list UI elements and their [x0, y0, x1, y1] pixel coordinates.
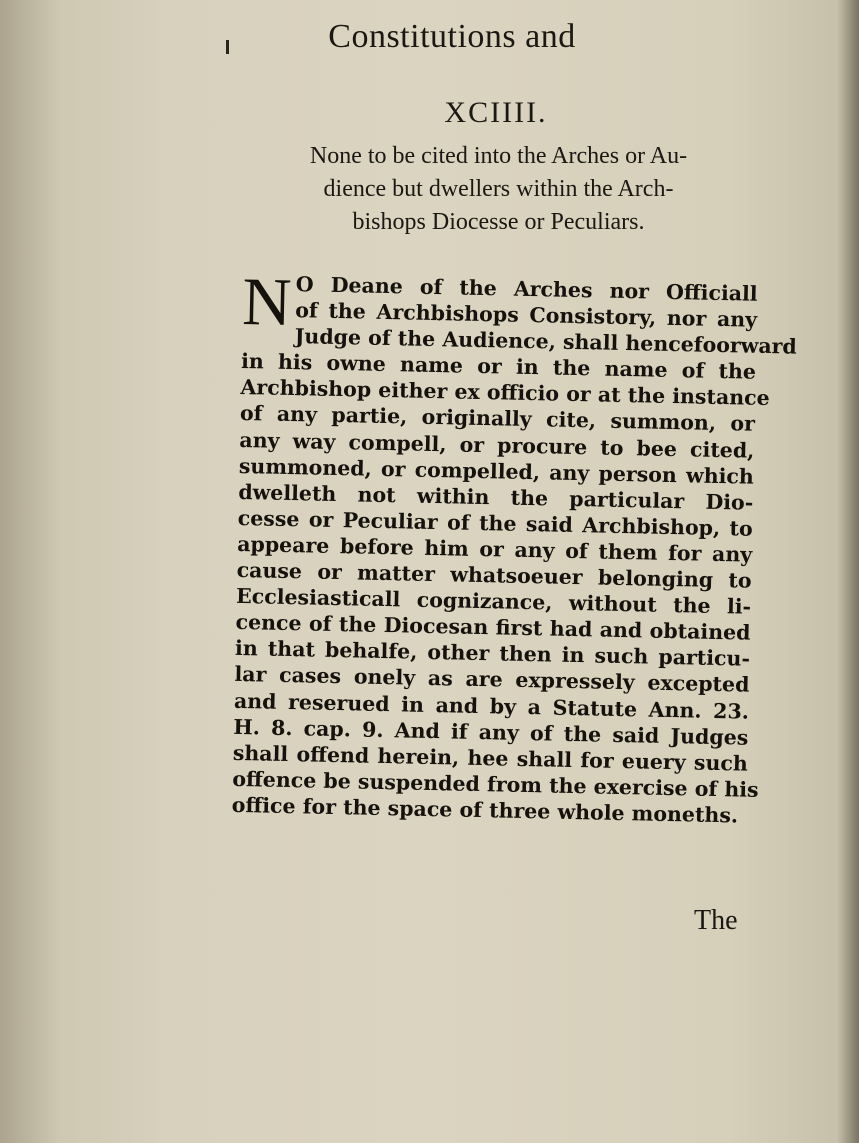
- page-edge-shadow: [837, 0, 859, 1143]
- running-head: Constitutions and: [328, 18, 576, 55]
- gutter-shadow: [0, 0, 60, 1143]
- body-line: cence of the Diocesan first had and obtained: [235, 610, 751, 645]
- body-line: any way compell, or procure to bee cited,: [239, 427, 755, 463]
- drop-cap: N: [241, 263, 293, 341]
- body-line: dwelleth not within the particular Dio-: [238, 479, 754, 515]
- body-line: offence be suspended from the exercise of his: [232, 766, 759, 802]
- chapter-number: XCIIII.: [444, 96, 548, 129]
- catchword: The: [694, 905, 738, 936]
- body-line: Archbishop either ex officio or at the instance: [240, 375, 770, 411]
- body-line: cause or matter whatsoeuer belonging to: [236, 557, 752, 593]
- body-line: office for the space of three whole moneths.: [231, 792, 739, 828]
- body-text: [231, 263, 798, 829]
- body-line: H. 8. cap. 9. And if any of the said Judges: [233, 714, 749, 750]
- body-line: shall offend herein, hee shall for euery such: [232, 740, 749, 776]
- chapter-title-line: bishops Diocesse or Peculiars.: [352, 209, 645, 235]
- body-line: in that behalfe, other then in such particu-: [234, 636, 751, 672]
- body-line: appeare before him or any of them for any: [237, 531, 753, 567]
- body-line: and reserued in and by a Statute Ann. 23.: [233, 688, 750, 724]
- body-line: O Deane of the Arches nor Officiall: [295, 272, 758, 306]
- body-line: of any partie, originally cite, summon, or: [239, 401, 756, 437]
- margin-mark: [226, 40, 229, 54]
- chapter-title-line: None to be cited into the Arches or Au-: [309, 143, 688, 169]
- chapter-title: [236, 140, 761, 239]
- body-line: lar cases onely as are expressely excepted: [234, 662, 750, 698]
- body-line: Ecclesiasticall cognizance, without the li-: [235, 584, 752, 619]
- body-line: cesse or Peculiar of the said Archbishop, to: [237, 505, 753, 541]
- body-line: Judge of the Audience, shall hencefoorward: [294, 324, 798, 359]
- body-line: summoned, or compelled, any person which: [238, 453, 755, 489]
- body-line: in his owne name or in the name of the: [240, 349, 757, 385]
- chapter-title-line: dience but dwellers within the Arch-: [323, 176, 674, 202]
- body-line: of the Archbishops Consistory, nor any: [295, 298, 758, 332]
